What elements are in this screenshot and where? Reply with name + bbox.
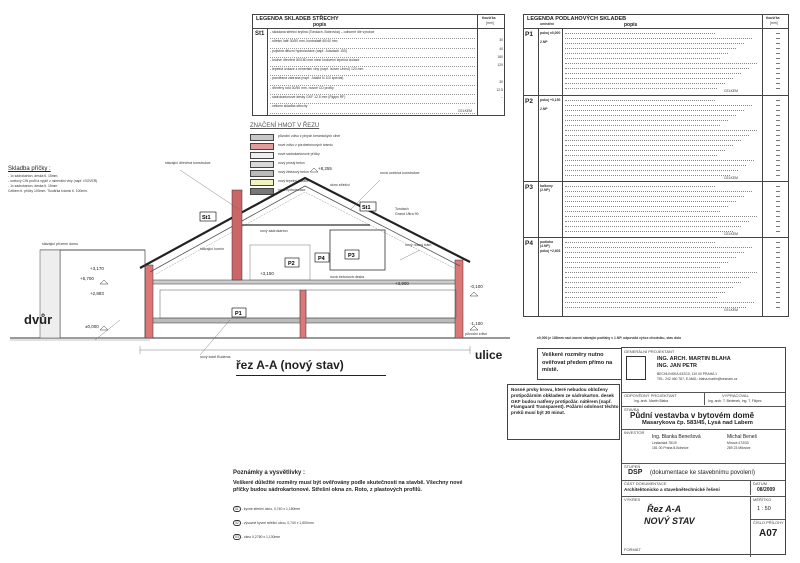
floor-group-code: P3 [525, 184, 533, 191]
tb-date-label: DATUM [753, 481, 767, 486]
annotation: nová betonová deska [330, 275, 365, 279]
floor-group-value [776, 170, 780, 171]
tb-format-label: FORMÁT [624, 547, 641, 552]
window-desc: - kyvné střešní okno, 0,740 x 1,180mm [241, 507, 301, 511]
fire-protection-text: Nosné prvky krovu, které nebudou obloženy protipožárním obkladem ze sádrokarton. desek GKF budou natřeny protipožár. nátěrem (např. Flamguard Transparent). Požární odolnost těchto prvků musí být 30 minut. [511, 387, 619, 416]
floor-group-sub: 2.NP [540, 107, 548, 111]
floor-group-value [776, 105, 780, 106]
floor-legend-title: LEGENDA PODLAHOVÝCH SKLADEB [527, 16, 627, 22]
hatch-legend-title: ZNAČENÍ HMOT V ŘEZU [250, 123, 320, 129]
room-label-p1: P1 [235, 311, 242, 317]
roof-legend-total: CELKEM [458, 109, 472, 113]
section-title: řez A-A (nový stav) [236, 358, 344, 372]
roof-legend-row: - skládaná střešní krytina (Tondach, Bobrovka) – odborně dle výrobce [270, 30, 475, 39]
floor-group-value [776, 231, 780, 232]
floor-group-value [776, 191, 780, 192]
room-label-p2: P2 [288, 261, 295, 267]
room-label-st1: St1 [202, 215, 211, 221]
floor-group-value [776, 262, 780, 263]
hatch-label: nový železový beton [278, 170, 309, 174]
floor-group-value [776, 78, 780, 79]
level-label: -0,100 [470, 284, 483, 289]
floor-group-line [565, 63, 757, 64]
tb-investor-2: Michal Beneš [727, 434, 758, 440]
floor-group-place: podlaha (4.NP) [540, 240, 553, 249]
floor-group-line [565, 140, 741, 141]
level-label: +8,255 [318, 166, 332, 171]
room-label-p3: P3 [348, 253, 355, 259]
partition-note-4: Celkem tl. příčky 100mm. Tloušťka tvárnic tl. 100mm. [8, 189, 88, 193]
roof-legend-value: 40 [499, 46, 503, 51]
floor-group-place: pokoj ±0,000 [540, 31, 561, 35]
courtyard-label: dvůr [24, 312, 53, 327]
floor-group-line [565, 145, 733, 146]
floor-group-total: CELKEM [724, 176, 738, 180]
roof-legend-value: ~ [501, 96, 503, 101]
floor-group-line [565, 120, 728, 121]
tb-drawing-1: Řez A-A [647, 504, 682, 514]
annotation: Grand Ultra 90 [395, 212, 419, 216]
tb-stage-desc: (dokumentace ke stavebnímu povolení) [650, 470, 756, 476]
floor-group-place: balkony (2.NP) [540, 184, 553, 193]
roof-legend-col-thickness: tloušťka [482, 16, 496, 20]
roof-legend-title: LEGENDA SKLADEB STŘECHY [256, 16, 339, 22]
floor-group-value [776, 242, 780, 243]
floor-group-value [776, 130, 780, 131]
floor-group-line [565, 43, 744, 44]
tb-sheet: A07 [759, 528, 778, 539]
level-label: +5,700 [80, 276, 94, 281]
floor-group-value [776, 150, 780, 151]
tb-investor-2-city: 289 23 Milovice [727, 446, 751, 450]
street-label: ulice [475, 348, 503, 362]
tb-drawn: Ing. arch. T. Bedenek, ing. T. Filipec [708, 399, 762, 403]
floor-group-p2 [524, 95, 788, 182]
floor-group-sub: 2.NP [540, 40, 548, 44]
tb-drawing-label: VÝKRES [624, 497, 641, 502]
floor-group-value [776, 211, 780, 212]
tb-designer-1: ING. ARCH. MARTIN BLAHA [657, 356, 731, 362]
roof-legend-values [479, 30, 503, 105]
hatch-swatch [250, 134, 274, 141]
tb-designer-address: BECHLINSKÁ 632/10, 110 00 PRAHA 1 [657, 372, 718, 376]
floor-group-value [776, 73, 780, 74]
floor-group-line [565, 297, 717, 298]
floor-group-value [776, 43, 780, 44]
floor-group-line [565, 165, 746, 166]
roof-legend-value [479, 30, 503, 38]
tb-scale: 1 : 50 [757, 506, 771, 512]
tb-stage-label: STUPEŇ [624, 464, 641, 469]
floor-group-line [565, 155, 717, 156]
roof-legend-row: - dřevěný rošt 30/50 mm, nosné CD profily [270, 86, 475, 95]
roof-legend-row: - tepelná izolace z minerální vlny (např. Isover Unirol) 120 mm [270, 67, 475, 76]
floor-group-p1 [524, 29, 788, 95]
floor-group-line [565, 88, 717, 89]
annotation: nový sádrokarton [260, 229, 288, 233]
floor-group-line [565, 58, 720, 59]
floor-group-value [776, 297, 780, 298]
floor-group-value [776, 110, 780, 111]
floor-group-line [565, 33, 715, 34]
floor-group-line [565, 201, 736, 202]
floor-group-value [776, 68, 780, 69]
roof-legend-row: - sádrokartonové desky GKF 12,5 mm (Rigips RF) [270, 95, 475, 104]
roof-legend-table [252, 14, 505, 116]
floor-group-total: CELKEM [724, 232, 738, 236]
floor-group-line [565, 186, 715, 187]
roof-legend-value [479, 71, 503, 79]
floor-legend-col-unit: [mm] [770, 21, 778, 25]
annotation: nový nosný trám [405, 243, 432, 247]
title-block [621, 347, 786, 555]
floor-group-value [776, 216, 780, 217]
window-id: 01 [235, 507, 239, 511]
floor-group-value [776, 58, 780, 59]
tb-designer-phone: TEL: 242 460 787, E-MAIL: blaha.martin@seznam.cz [657, 377, 738, 381]
floor-group-value [776, 120, 780, 121]
floor-group-value [776, 196, 780, 197]
floor-group-place: pokoj +0,150 [540, 98, 561, 102]
floor-group-value [776, 88, 780, 89]
floor-legend-col-place: umístění [540, 22, 554, 26]
partition-note-3: - 1x sádrokarton, deska tl. 15mm [8, 184, 58, 188]
floor-group-value [776, 272, 780, 273]
roof-legend-value: 120 [497, 63, 503, 68]
floor-group-line [565, 78, 733, 79]
floor-group-value [776, 277, 780, 278]
floor-group-value [776, 63, 780, 64]
floor-group-value [776, 125, 780, 126]
floor-group-line [565, 135, 749, 136]
tb-part: Architektonicko a stavebnětechnické řešení [624, 487, 720, 492]
tb-scale-label: MĚŘÍTKO [753, 497, 772, 502]
floor-group-value [776, 140, 780, 141]
tb-drawn-label: VYPRACOVAL [722, 393, 749, 398]
floor-group-value [776, 53, 780, 54]
floor-group-value [776, 145, 780, 146]
tb-investor-2-addr: Mírová 473/33 [727, 441, 749, 445]
level-label: +3,900 [395, 281, 409, 286]
floor-group-line [565, 221, 749, 222]
notes-body: Veškeré důležité rozměry musí být ověřovány podle skutečnosti na stavbě. Všechny nové příčky budou sádrokartonové. Střešní okna zn. Roto, z plastových profilů. [233, 480, 463, 493]
tb-part-label: ČÁST DOKUMENTACE [624, 481, 667, 486]
level-label: +3,170 [90, 266, 104, 271]
tb-investor-1-addr: Lindavská 781/9 [652, 441, 677, 445]
roof-legend-row: - pojistná difuzní hydroizolace (např. Jutadach 150) [270, 49, 475, 58]
floor-group-line [565, 110, 744, 111]
floor-group-value [776, 287, 780, 288]
floor-group-line [565, 48, 736, 49]
tb-drawing-2: NOVÝ STAV [644, 516, 695, 526]
floor-group-value [776, 252, 780, 253]
floor-group-p4 [524, 237, 788, 314]
floor-group-line [565, 307, 746, 308]
floor-group-line [565, 105, 752, 106]
floor-group-line [565, 53, 728, 54]
roof-legend-row: - střešní latě 30/50 mm, kontralatě 60/40 mm [270, 39, 475, 48]
level-label: +3,150 [260, 271, 274, 276]
floor-group-line [565, 257, 736, 258]
floor-group-p3 [524, 181, 788, 238]
partition-note-2: - ocelový CW profil a výplň z minerální vlny (např. ISOVER) [8, 179, 98, 183]
floor-group-value [776, 155, 780, 156]
tb-date: 08/2009 [757, 487, 776, 493]
hatch-label: nový prostý beton [278, 161, 305, 165]
window-item-02 [233, 520, 314, 526]
section-title-underline [236, 375, 386, 376]
floor-group-value [776, 186, 780, 187]
floor-group-value [776, 38, 780, 39]
window-desc: - okno 0,2780 x 1,130mm [241, 535, 281, 539]
roof-legend-col-unit: [mm] [486, 21, 494, 25]
partition-note-1: - 1x sádrokarton, deska tl. 15mm, [8, 174, 59, 178]
hatch-label: nové sádrokartonové příčky [278, 152, 320, 156]
zero-level-note: ±0,000 je 188mm nad úrovní stávající podlahy v 1.NP, odpovídá výšce chodníku, stav dolu [537, 336, 682, 340]
floor-group-value [776, 83, 780, 84]
floor-group-line [565, 216, 757, 217]
partition-notes-title: Skladba příčky : [8, 166, 51, 172]
floor-group-line [565, 292, 725, 293]
roof-legend-row: - krokve dřevěné 80/180 mm mezi krokvemi tepelná izolace [270, 58, 475, 67]
level-label: -1,100 [470, 321, 483, 326]
floor-group-line [565, 272, 757, 273]
floor-group-line [565, 175, 730, 176]
tb-investor-label: INVESTOR [624, 430, 645, 435]
floor-group-line [565, 115, 736, 116]
floor-group-value [776, 302, 780, 303]
roof-legend-value: 180 [497, 54, 503, 59]
floor-legend-col-thickness: tloušťka [766, 16, 780, 20]
floor-group-line [565, 267, 720, 268]
floor-group-value [776, 282, 780, 283]
tb-project-sub: Masarykova čp. 583/45, Lysá nad Labem [642, 420, 753, 426]
window-item-03 [233, 534, 280, 540]
roof-legend-value: 12.5 [496, 88, 503, 93]
floor-group-line [565, 191, 752, 192]
notes-title: Poznámky a vysvětlivky : [233, 470, 306, 476]
roof-legend-rows [270, 30, 475, 114]
floor-group-total: CELKEM [724, 89, 738, 93]
floor-group-value [776, 226, 780, 227]
floor-legend-col-popis: popis [624, 22, 638, 28]
floor-group-value [776, 100, 780, 101]
floor-group-code: P2 [525, 98, 533, 105]
roof-legend-value: 30 [499, 38, 503, 43]
floor-group-line [565, 277, 749, 278]
floor-group-line [565, 242, 715, 243]
floor-group-line [565, 262, 728, 263]
floor-group-value [776, 307, 780, 308]
warning-box [537, 348, 622, 380]
annotation: okno střešní [330, 183, 350, 187]
floor-group-line [565, 68, 749, 69]
tb-sheet-label: ČÍSLO PŘÍLOHY [753, 520, 784, 525]
floor-group-value [776, 48, 780, 49]
floor-group-line [565, 287, 733, 288]
hatch-label: nový tepelný izolace [278, 179, 309, 183]
tb-investor-1-city: 181 00 Praha 8-Bohnice [652, 446, 689, 450]
floor-group-line [565, 211, 720, 212]
floor-group-line [565, 226, 741, 227]
level-label: ±0,000 [85, 324, 99, 329]
floor-group-value [776, 257, 780, 258]
roof-legend-row: - celkem skladba střechy [270, 104, 475, 113]
hatch-label: nové zdivo z pórobetonových tvárnic [278, 143, 333, 147]
roof-legend-code: St1 [255, 31, 265, 37]
floor-group-sub: pokoj +2,603 [540, 249, 561, 253]
floor-group-value [776, 33, 780, 34]
floor-group-total: CELKEM [724, 308, 738, 312]
hatch-swatch [250, 143, 274, 150]
floor-group-value [776, 247, 780, 248]
tb-designer-label: GENERÁLNÍ PROJEKTANT [624, 349, 675, 354]
annotation: stávající dřevěná konstrukce [165, 161, 211, 165]
floor-group-value [776, 206, 780, 207]
floor-group-line [565, 247, 752, 248]
window-id: 03 [235, 535, 239, 539]
room-label-p4: P4 [318, 256, 325, 262]
tb-logo [626, 356, 646, 380]
floor-group-value [776, 175, 780, 176]
floor-group-line [565, 38, 752, 39]
floor-legend-table [523, 14, 789, 317]
floor-group-line [565, 100, 715, 101]
floor-group-value [776, 292, 780, 293]
tb-project-title: Půdní vestavba v bytovém domě [630, 411, 755, 420]
window-desc: - výsuvně kyvné střešní okno, 0,740 x 1,600mm [241, 521, 314, 525]
floor-group-line [565, 282, 741, 283]
annotation: původní zdivo [465, 332, 488, 336]
floor-group-line [565, 83, 725, 84]
annotation: nový kotel Buderus [200, 355, 231, 359]
annotation: Tondach [395, 207, 409, 211]
window-id: 02 [235, 521, 239, 525]
roof-legend-row: - parotěsná zábrana (např. Jutafol N 110 special) [270, 76, 475, 85]
window-item-01 [233, 506, 300, 512]
hatch-label: nová hydroizolace [278, 188, 306, 192]
floor-group-line [565, 231, 733, 232]
hatch-label: původní zdivo z plných keramických cihel [278, 134, 341, 138]
floor-group-line [565, 73, 741, 74]
annotation: nová ocelová konstrukce [380, 171, 420, 175]
floor-group-code: P4 [525, 240, 533, 247]
warning-text: Veškeré rozměry nutno ověřovat předem přímo na místě. [542, 352, 613, 373]
floor-group-line [565, 252, 744, 253]
tb-responsible: Ing. arch. Martin Blaha [634, 399, 669, 403]
tb-responsible-label: ODPOVĚDNÝ PROJEKTANT [624, 393, 677, 398]
floor-group-line [565, 196, 744, 197]
tb-designer-2: ING. JAN PETR [657, 363, 698, 369]
tb-project-label: STAVBA [624, 407, 640, 412]
floor-group-value [776, 221, 780, 222]
section-drawing [0, 150, 520, 360]
floor-group-value [776, 201, 780, 202]
floor-group-line [565, 170, 738, 171]
floor-group-value [776, 160, 780, 161]
floor-group-value [776, 267, 780, 268]
floor-group-line [565, 302, 754, 303]
fire-protection-box [507, 384, 620, 440]
floor-group-line [565, 125, 720, 126]
floor-group-line [565, 160, 754, 161]
roof-legend-value: 30 [499, 79, 503, 84]
level-label: +2,883 [90, 291, 104, 296]
floor-group-value [776, 115, 780, 116]
tb-investor-1: Ing. Blanka Benešová [652, 434, 701, 440]
annotation: stávající komín [200, 247, 224, 251]
floor-group-value [776, 135, 780, 136]
roof-legend-col-popis: popis [313, 22, 327, 28]
floor-group-code: P1 [525, 31, 533, 38]
annotation: stávající přízemí domu [42, 242, 79, 246]
floor-group-line [565, 206, 728, 207]
floor-group-line [565, 130, 757, 131]
tb-stage: DSP [628, 469, 643, 476]
room-label-st1b: St1 [362, 205, 371, 211]
floor-group-value [776, 165, 780, 166]
floor-group-line [565, 150, 725, 151]
